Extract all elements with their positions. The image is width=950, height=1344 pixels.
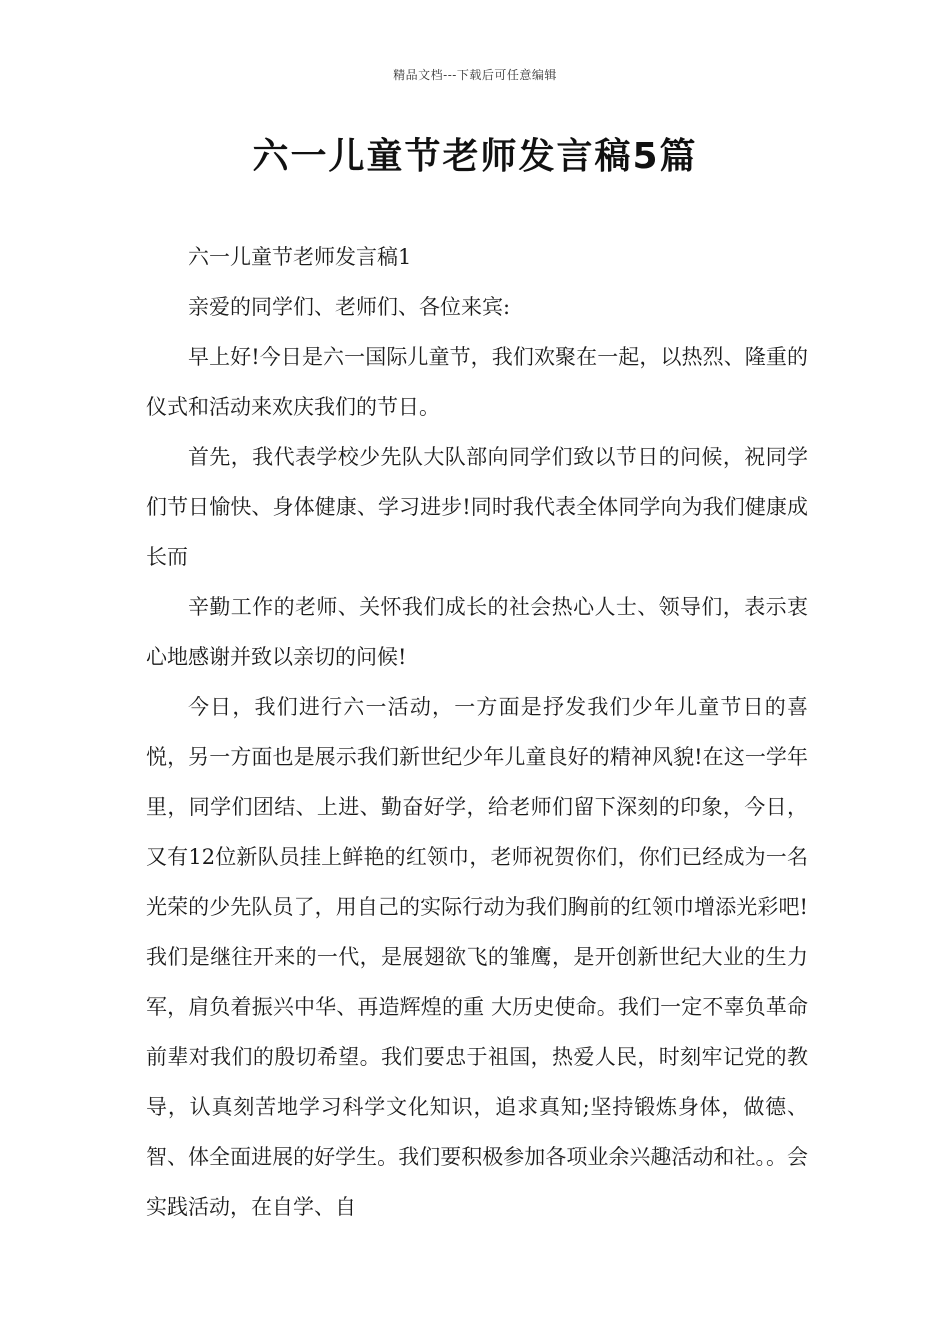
paragraph: 早上好!今日是六一国际儿童节，我们欢聚在一起，以热烈、隆重的仪式和活动来欢庆我们的节日。 [146,345,808,419]
section-heading: 六一儿童节老师发言稿1 [188,245,412,269]
page-title: 六一儿童节老师发言稿5篇 [252,136,698,177]
header-note: 精品文档---下载后可任意编辑 [393,68,557,82]
paragraph: 首先，我代表学校少先队大队部向同学们致以节日的问候，祝同学们节日愉快、身体健康、学习进步!同时我代表全体同学向为我们健康成长而 [146,445,808,569]
paragraph: 今日，我们进行六一活动，一方面是抒发我们少年儿童节日的喜悦，另一方面也是展示我们新世纪少年儿童良好的精神风貌!在这一学年里，同学们团结、上进、勤奋好学，给老师们留下深刻的印象，今日，又有12位新队员挂上鲜艳的红领巾，老师祝贺你们，你们已经成为一名光荣的少先队员了，用自己的实际行动为我们胸前的红领巾增添光彩吧!我们是继往开来的一代，是展翅欲飞的雏鹰，是开创新世纪大业的生力军，肩负着振兴中华、再造辉煌的重 大历史使命。我们一定不辜负革命前辈对我们的殷切希望。我们要忠于祖国，热爱人民，时刻牢记党的教导，认真刻苦地学习科学文化知识，追求真知;坚持锻炼身体，做德、智、体全面进展的好学生。我们要积极参加各项业余兴趣活动和社。。会实践活动，在自学、自 [146,695,808,1219]
document-body [146,232,808,1232]
salutation: 亲爱的同学们、老师们、各位来宾: [188,295,511,319]
paragraph: 辛勤工作的老师、关怀我们成长的社会热心人士、领导们，表示衷心地感谢并致以亲切的问候! [146,595,808,669]
